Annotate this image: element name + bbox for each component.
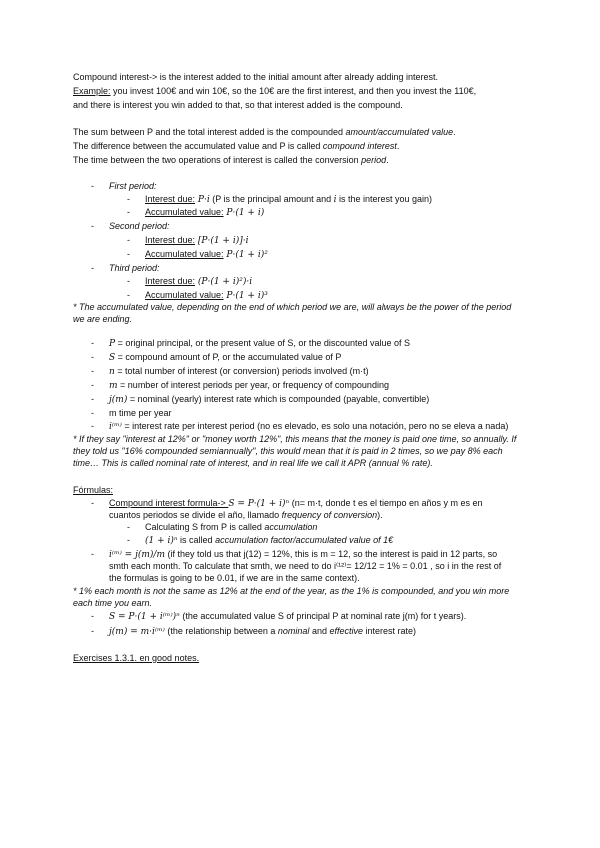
formula-sub-factor [145,535,393,547]
var-m [109,380,389,392]
bullet-dash: - [91,338,94,348]
var-symbol: i⁽ᵐ⁾ [109,422,122,432]
interest-due-formula: P·i [195,195,210,205]
var-desc: = compound amount of P, or the accumulated value of P [115,352,342,362]
bullet-dash: - [91,366,94,376]
note-2-line-2: they told us "16% compounded semiannually", this would mean that it is paid in 2 times, so we pay 8% each [73,446,503,456]
bullet-dash: - [127,207,130,217]
bullet-dash: - [91,626,94,636]
formulas-note-line-2: each time you earn. [73,598,153,608]
formulas-note-line-1: * 1% each month is not the same as 12% at the end of the year, as the 1% is compounded, and you win more [73,586,510,596]
def-line-1 [73,127,456,138]
var-desc: = number of interest periods per year, or frequency of compounding [117,380,389,390]
bullet-dash: - [91,181,94,191]
def-3-text: The time between the two operations of interest is called the conversion [73,155,362,165]
bullet-dash: - [91,263,94,273]
formula-expression: j(m) = m·i⁽ᵐ⁾ [109,627,165,637]
bullet-dash: - [91,498,94,508]
formula-note: is called [177,535,216,545]
bullet-dash: - [91,221,94,231]
accumulated-label: Accumulated value: [145,290,224,300]
def-2-end: . [396,141,400,151]
def-line-2 [73,141,399,152]
formula-term: accumulation factor/accumulated value of 1€ [215,535,394,545]
formula-note: and [309,626,330,636]
def-1-end: . [453,127,456,137]
note-1-line-1: * The accumulated value, depending on the end of which period we are, will always be the power of the period [73,302,512,312]
period-3-accumulated [145,290,268,302]
accumulated-formula: P·(1 + i)² [223,250,268,260]
var-p [109,338,410,350]
formula-nominal [109,611,466,623]
interest-due-note-end: is the interest you gain) [336,194,433,204]
bullet-dash: - [91,549,94,559]
var-desc: = original principal, or the present value of S, or the discounted value of S [115,338,410,348]
formula-compound [109,498,483,510]
example-label: Example: [73,86,111,96]
period-1-interest-due [145,194,432,206]
formula-note: cuantos periodos se divide el año, llamado [109,510,282,520]
formula-term: nominal [277,626,310,636]
interest-symbol: i [333,195,337,205]
var-symbol: S [109,353,116,363]
bullet-dash: - [127,276,130,286]
var-m-times [109,408,172,420]
accumulated-label: Accumulated value: [145,249,224,259]
formula-note: Calculating S from P is called [145,522,265,532]
formula-note: (the accumulated value S of principal P at nominal rate j(m) for t years). [179,611,467,621]
var-im [109,421,508,433]
interest-due-formula: (P·(1 + i)²)·i [195,277,253,287]
var-desc: m time per year [109,408,172,418]
var-jm [109,394,429,406]
var-s [109,352,341,364]
def-line-3 [73,155,389,166]
bullet-dash: - [91,611,94,621]
formula-note: (n= m·t, donde t es el tiempo en años y m es en [289,498,483,508]
interest-due-label: Interest due: [145,194,196,204]
var-desc: = total number of interest (or conversion) periods involved (m·t) [114,366,369,376]
period-2-title: Second period: [109,221,170,231]
intro-line-3: and there is interest you win added to that, so that interest added is the compound. [73,100,403,110]
bullet-dash: - [127,249,130,259]
bullet-dash: - [127,522,130,532]
formula-note-end: interest rate) [363,626,417,636]
formula-rate-line-2: smth each month. To calculate that smth, we need to do i⁽¹²⁾= 12/12 = 1% = 0.01 , so i in the rest of [109,561,502,571]
var-symbol: n [109,367,115,377]
interest-due-note: (P is the principal amount and [209,194,334,204]
bullet-dash: - [127,290,130,300]
var-desc: = nominal (yearly) interest rate which is compounded (payable, convertible) [127,394,430,404]
var-n [109,366,369,378]
formula-relationship [109,626,416,638]
note-1-line-2: we are ending. [73,314,133,324]
formula-note: (the relationship between a [164,626,278,636]
formula-expression: S = P·(1 + i)ⁿ [228,499,290,509]
formulas-heading: Fórmulas: [73,485,114,495]
formula-expression: (1 + i)ⁿ [145,536,178,546]
def-1-term: amount/accumulated value [345,127,454,137]
var-symbol: j(m) [109,395,128,405]
bullet-dash: - [91,380,94,390]
formula-term: effective [329,626,363,636]
formula-label: Compound interest formula-> [109,498,229,508]
period-3-title: Third period: [109,263,160,273]
bullet-dash: - [127,535,130,545]
formula-note-end: ). [377,510,383,520]
note-2-line-1: * If they say "interest at 12%" or "money worth 12%", this means that the money is paid one time, so annually. If [73,434,517,444]
example-text: you invest 100€ and win 10€, so the 10€ are the first interest, and then you invest the 110€, [110,86,477,96]
formula-expression: S = P·(1 + i⁽ᵐ⁾)ⁿ [109,612,180,622]
def-2-term: compound interest [322,141,397,151]
period-1-accumulated [145,207,264,219]
var-symbol: m [109,381,118,391]
var-symbol: P [109,339,116,349]
accumulated-label: Accumulated value: [145,207,224,217]
period-2-accumulated [145,249,268,261]
def-1-text: The sum between P and the total interest added is the compounded [73,127,346,137]
formula-sub-accumulation [145,522,317,533]
bullet-dash: - [91,352,94,362]
interest-due-formula: [P·(1 + i)]·i [195,236,249,246]
exercises-link: Exercises 1.3.1. en good notes. [73,653,200,663]
formula-term: accumulation [264,522,318,532]
formula-note: (if they told us that j(12) = 12%, this is m = 12, so the interest is paid in 12 parts, so [165,549,498,559]
note-2-line-3: time… This is called nominal rate of interest, and in real life we call it APR (annual % rate). [73,458,433,468]
period-1-title: First period: [109,181,157,191]
bullet-dash: - [91,421,94,431]
interest-due-label: Interest due: [145,276,196,286]
def-3-end: . [386,155,389,165]
formula-term: frequency of conversion [281,510,378,520]
formula-rate [109,549,497,561]
bullet-dash: - [91,394,94,404]
var-desc: = interest rate per interest period (no es elevado, es solo una notación, pero no se eleva a nada) [121,421,509,431]
def-2-text: The difference between the accumulated value and P is called [73,141,323,151]
interest-due-label: Interest due: [145,235,196,245]
intro-line-1: Compound interest-> is the interest added to the initial amount after already adding interest. [73,72,438,82]
def-3-term: period [361,155,387,165]
period-2-interest-due [145,235,248,247]
bullet-dash: - [127,235,130,245]
formula-compound-line-2 [109,510,383,521]
accumulated-formula: P·(1 + i) [223,208,265,218]
accumulated-formula: P·(1 + i)³ [223,291,268,301]
intro-line-2 [73,86,476,97]
formula-expression: i⁽ᵐ⁾ = j(m)/m [109,550,165,560]
bullet-dash: - [127,194,130,204]
bullet-dash: - [91,408,94,418]
formula-rate-line-3: the formulas is going to be 0.01, if we are in the same context). [109,573,360,583]
period-3-interest-due [145,276,252,288]
